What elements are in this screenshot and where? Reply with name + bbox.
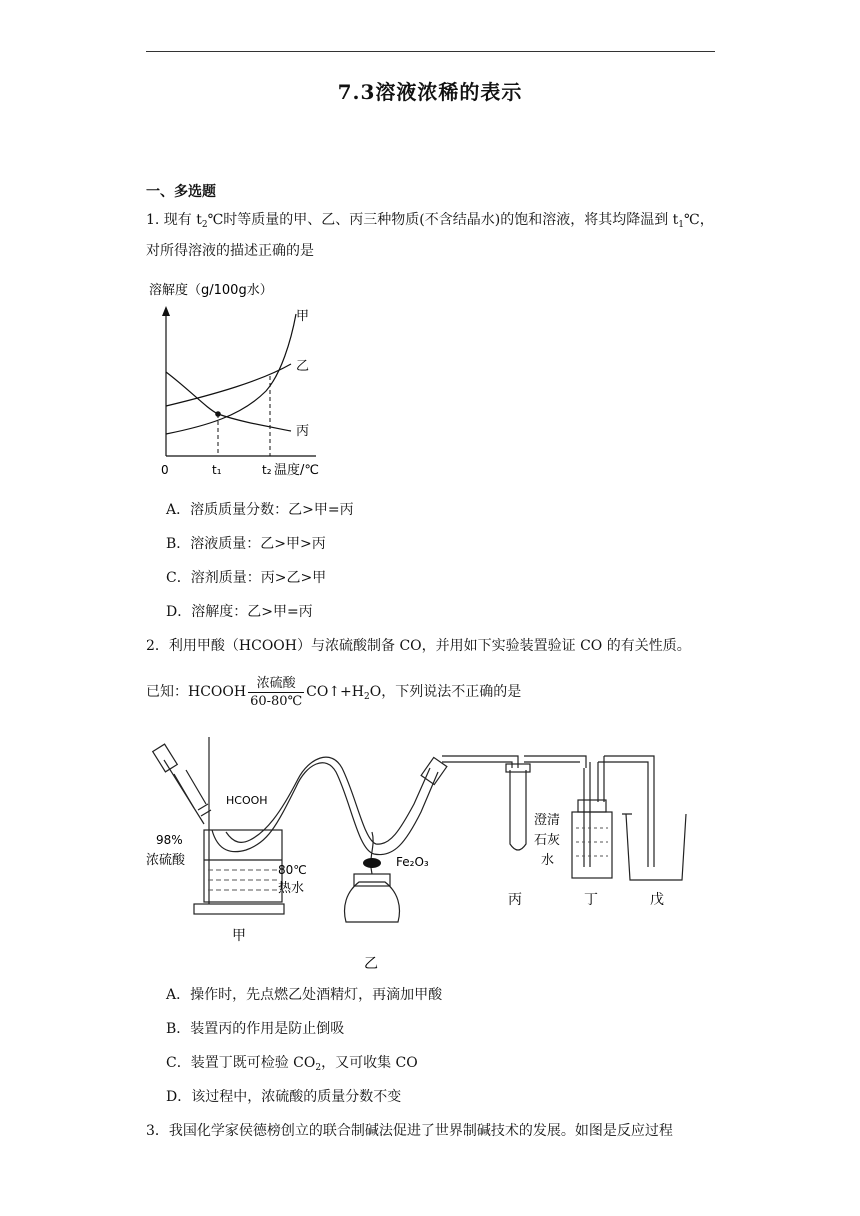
q1-option-c[interactable]: C．溶剂质量：丙>乙>甲 (166, 570, 327, 586)
page-title: 7.3溶液浓稀的表示 (337, 80, 523, 104)
test-tube-bing (510, 770, 526, 850)
q1-option-a[interactable]: A．溶质质量分数：乙>甲=丙 (166, 502, 354, 518)
label-hot-water: 热水 (278, 881, 305, 896)
q2-option-b[interactable]: B．装置丙的作用是防止倒吸 (166, 1021, 345, 1037)
q1-option-b[interactable]: B．溶液质量：乙>甲>丙 (166, 536, 326, 552)
apparatus-figure (146, 732, 726, 977)
curve-jia (166, 314, 296, 434)
label-yi: 乙 (364, 956, 378, 972)
lamp-top (354, 874, 390, 886)
label-fe2o3: Fe₂O₃ (396, 855, 429, 869)
q1-stem-line1: 1. 现有 $t_2℃$时等质量的甲、乙、丙三种物质(不含结晶水)的饱和溶液，将其均降温到 $t_1℃$， (146, 212, 714, 230)
tubing-1 (442, 756, 502, 762)
stand-base (194, 904, 284, 914)
q2-equation-line: 已知：HCOOH $\frac{\text{浓硫酸}}{60-80℃}$ $CO↑+H_2O$，下列说法不正确的是 (146, 675, 522, 709)
chart-ylabel: 溶解度（g/100g水） (149, 283, 273, 298)
label-wu: 戊 (650, 892, 664, 908)
q2-option-d[interactable]: D．该过程中，浓硫酸的质量分数不变 (166, 1089, 402, 1105)
label-conc-acid: 浓硫酸 (146, 853, 186, 868)
label-origin: 0 (161, 463, 169, 477)
label-jia: 甲 (296, 309, 310, 324)
w-tube-outer (212, 763, 438, 855)
q3-stem-line1: 3．我国化学家侯德榜创立的联合制碱法促进了世界制碱技术的发展。如图是反应过程 (146, 1123, 673, 1139)
label-t1: t₁ (212, 463, 222, 477)
label-yi: 乙 (296, 359, 310, 374)
q2-option-a[interactable]: A．操作时，先点燃乙处酒精灯，再滴加甲酸 (166, 987, 443, 1003)
bottle-ding (572, 812, 612, 878)
label-bing: 丙 (296, 424, 310, 439)
q1-option-d[interactable]: D．溶解度：乙>甲=丙 (166, 604, 313, 620)
q2-option-c[interactable]: C．装置丁既可检验 $CO_2$，又可收集 CO (166, 1055, 418, 1073)
label-limewater-3: 水 (541, 853, 555, 868)
label-limewater-1: 澄清 (534, 813, 561, 828)
label-ding: 丁 (584, 892, 598, 908)
label-jia: 甲 (232, 928, 246, 944)
water-hatching (208, 870, 278, 890)
label-limewater-2: 石灰 (534, 833, 561, 848)
solubility-curve-figure (146, 276, 321, 482)
bottle-stopper (578, 800, 606, 812)
y-axis-arrow (162, 306, 170, 316)
alcohol-lamp (345, 882, 400, 922)
curve-yi (166, 364, 291, 406)
label-hcooh: HCOOH (226, 794, 268, 807)
funnel-stopper (153, 744, 178, 772)
tubing-2 (524, 756, 586, 768)
bottle-outlet (598, 756, 604, 802)
fe2o3-sample (363, 858, 381, 868)
header-rule (146, 51, 715, 52)
chart-xlabel: 温度/℃ (274, 463, 319, 478)
reaction-condition: $\frac{\text{浓硫酸}}{60-80℃}$ (250, 675, 303, 709)
q1-stem-line2: 对所得溶液的描述正确的是 (146, 243, 314, 259)
bottle-inlet (584, 762, 590, 867)
q2-stem-line1: 2．利用甲酸（HCOOH）与浓硫酸制备 CO，并用如下实验装置验证 CO 的有关性质。 (146, 638, 691, 654)
label-bing: 丙 (508, 892, 522, 908)
label-80c: 80℃ (278, 863, 307, 877)
label-98pct: 98% (156, 833, 183, 847)
limewater-hatching (576, 828, 608, 856)
label-t2: t₂ (262, 463, 272, 477)
beaker-jia (204, 830, 282, 902)
funnel-body (174, 770, 206, 808)
section-heading: 一、多选题 (146, 184, 216, 200)
